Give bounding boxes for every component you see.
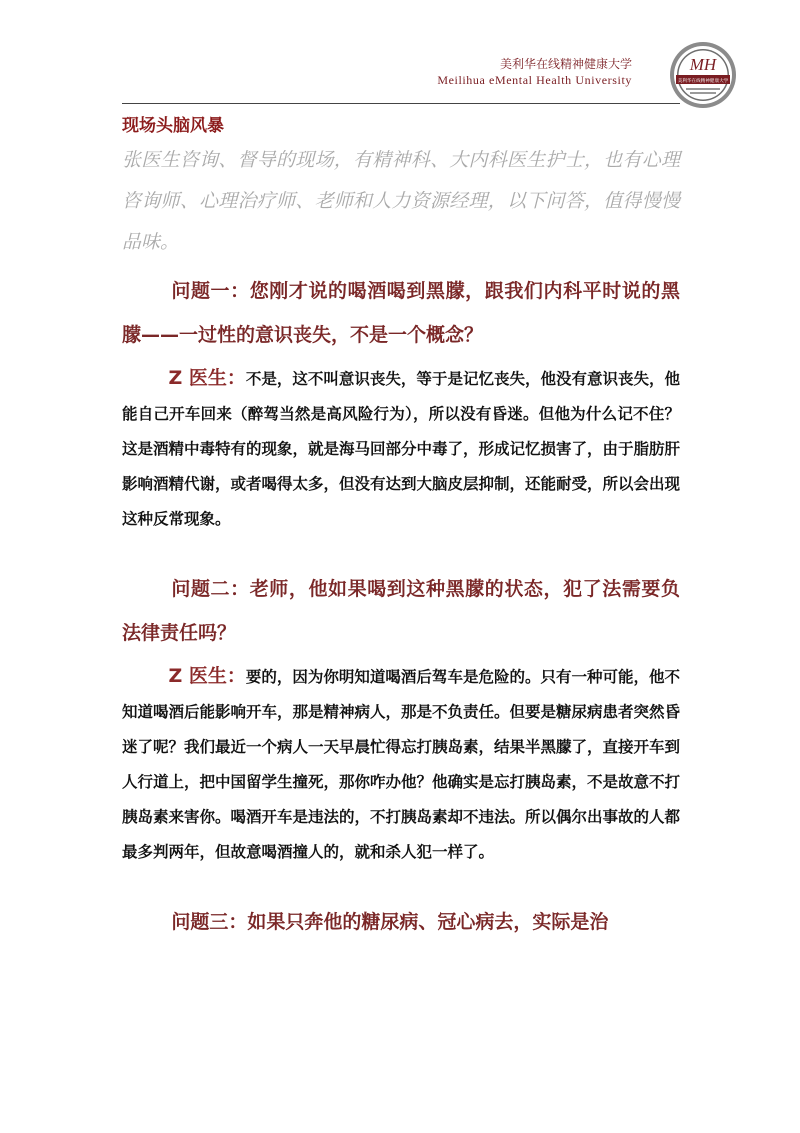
org-name-english: Meilihua eMental Health University <box>437 73 632 87</box>
answer-1-text: 不是，这不叫意识丧失，等于是记忆丧失，他没有意识丧失，他能自己开车回来（醉驾当然是高风险行为），所以没有昏迷。但他为什么记不住？这是酒精中毒特有的现象，就是海马回部分中毒了，形成记忆损害了，由于脂肪肝影响酒精代谢，或者喝得太多，但没有达到大脑皮层抑制，还能耐受，所以会出现这种反常现象。 <box>122 370 681 528</box>
question-2: 问题二：老师，他如果喝到这种黑朦的状态，犯了法需要负法律责任吗？ <box>122 578 680 644</box>
logo-initials: MH <box>689 55 717 74</box>
question-1: 问题一：您刚才说的喝酒喝到黑朦，跟我们内科平时说的黑朦——一过性的意识丧失，不是一个概念？ <box>122 280 680 346</box>
answer-2 <box>122 659 680 870</box>
header-divider <box>122 103 680 104</box>
article-body <box>122 112 680 944</box>
org-name-chinese: 美利华在线精神健康大学 <box>499 57 632 71</box>
answer-2-text: 要的，因为你明知道喝酒后驾车是危险的。只有一种可能，他不知道喝酒后能影响开车，那是精神病人，那是不负责任。但要是糖尿病患者突然昏迷了呢？我们最近一个病人一天早晨忙得忘打胰岛素，结果半黑朦了，直接开车到人行道上，把中国留学生撞死，那你咋办他？他确实是忘打胰岛素，不是故意不打胰岛素来害你。喝酒开车是违法的，不打胰岛素却不违法。所以偶尔出事故的人都最多判两年，但故意喝酒撞人的，就和杀人犯一样了。 <box>122 668 681 861</box>
answer-1 <box>122 361 680 537</box>
logo-subtext: 美利华在线精神健康大学 <box>677 79 729 84</box>
intro-paragraph: 张医生咨询、督导的现场，有精神科、大内科医生护士，也有心理咨询师、心理治疗师、老师和人力资源经理，以下问答，值得慢慢品味。 <box>122 149 680 253</box>
speaker-label: Z 医生： <box>168 665 246 687</box>
header-branding <box>437 56 632 88</box>
section-title: 现场头脑风暴 <box>122 116 224 136</box>
university-seal-logo <box>668 40 738 110</box>
speaker-label: Z 医生： <box>168 367 246 389</box>
question-3: 问题三：如果只奔他的糖尿病、冠心病去，实际是治 <box>171 911 609 933</box>
